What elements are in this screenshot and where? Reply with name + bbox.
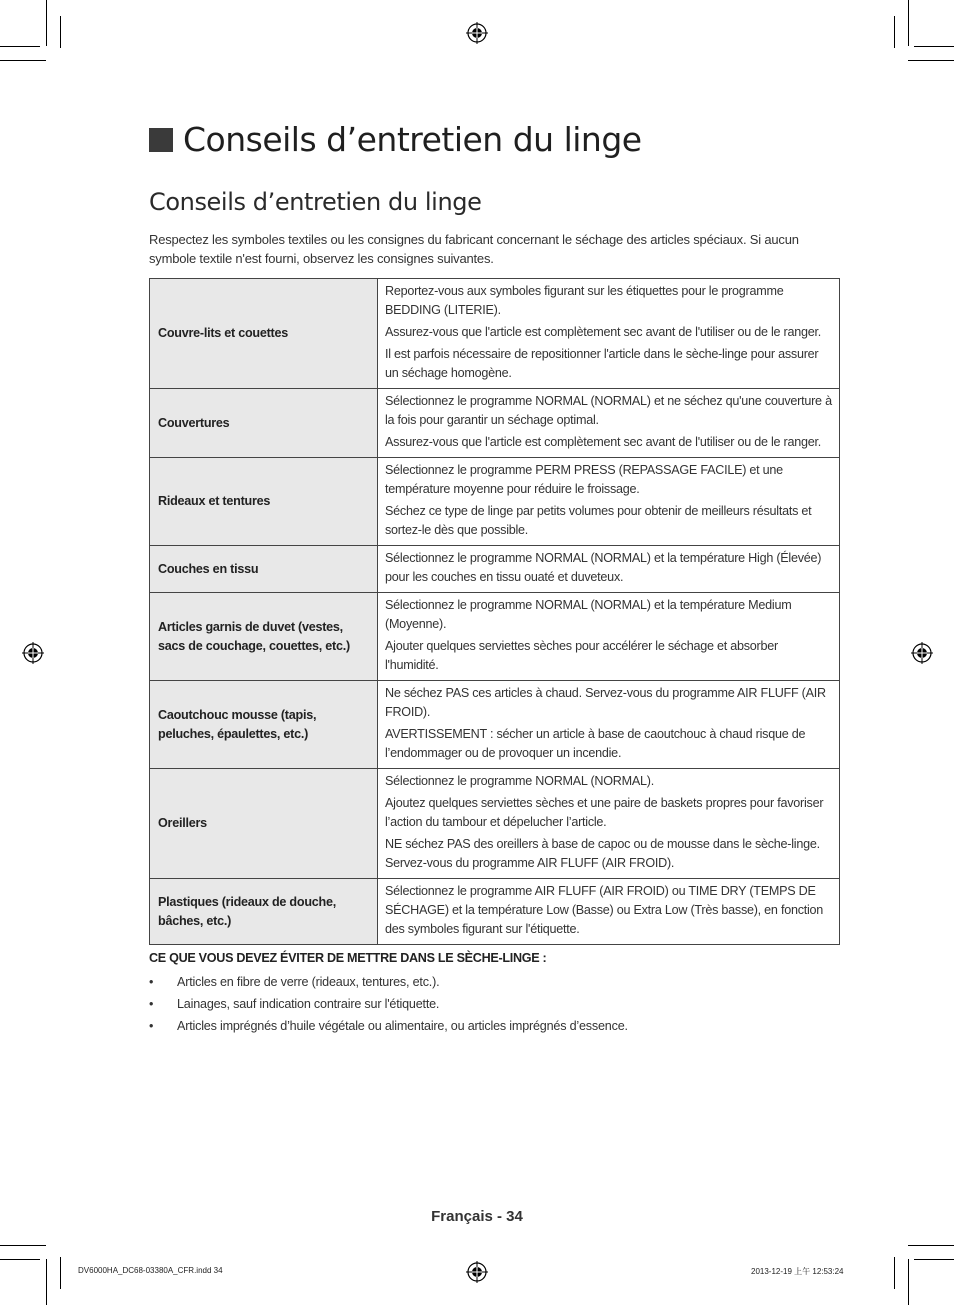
- instructions-cell: [378, 879, 840, 945]
- table-row: [150, 279, 840, 389]
- list-item-text: Articles en fibre de verre (rideaux, tentures, etc.).: [177, 975, 440, 989]
- crop-mark: [908, 60, 954, 61]
- instruction-line: Sélectionnez le programme AIR FLUFF (AIR FROID) ou TIME DRY (TEMPS DE SÉCHAGE) et la température Low (Basse) ou Extra Low (Très basse), en fonction des symboles figurant sur l'étiquette.: [385, 884, 824, 936]
- main-title: [149, 120, 642, 159]
- date-slug: 2013-12-19 上午 12:53:24: [751, 1267, 844, 1276]
- item-cell: Rideaux et tentures: [150, 458, 378, 546]
- list-item: [149, 1017, 628, 1039]
- registration-mark-icon: [466, 22, 488, 44]
- crop-mark: [60, 16, 61, 48]
- avoid-title: CE QUE VOUS DEVEZ ÉVITER DE METTRE DANS LE SÈCHE-LINGE :: [149, 951, 547, 965]
- intro-paragraph: Respectez les symboles textiles ou les consignes du fabricant concernant le séchage des articles spéciaux. Si aucun symbole textile n'est fourni, observez les consignes suivantes.: [149, 232, 799, 266]
- care-table: [149, 278, 840, 945]
- instruction-line: AVERTISSEMENT : sécher un article à base de caoutchouc à chaud risque de l’endommager ou de provoquer un incendie.: [385, 727, 806, 760]
- file-slug: DV6000HA_DC68-03380A_CFR.indd 34: [78, 1266, 223, 1275]
- table-row: [150, 769, 840, 879]
- table-row: [150, 389, 840, 458]
- crop-mark: [894, 16, 895, 48]
- crop-mark: [914, 1259, 954, 1260]
- table-row: [150, 879, 840, 945]
- instruction-line: Assurez-vous que l'article est complètement sec avant de l'utiliser ou de le ranger.: [385, 435, 822, 449]
- section-title: Conseils d’entretien du linge: [149, 188, 482, 216]
- instruction-line: Assurez-vous que l'article est complètement sec avant de l'utiliser ou de le ranger.: [385, 325, 822, 339]
- crop-mark: [908, 1259, 909, 1305]
- instruction-line: Sélectionnez le programme NORMAL (NORMAL) et la température Medium (Moyenne).: [385, 598, 792, 631]
- crop-mark: [46, 1259, 47, 1305]
- crop-mark: [914, 46, 954, 47]
- list-item: [149, 973, 628, 995]
- bullet-icon: •: [149, 975, 154, 989]
- crop-mark: [0, 1245, 46, 1246]
- item-cell: Articles garnis de duvet (vestes, sacs de couchage, couettes, etc.): [150, 593, 378, 681]
- instruction-line: Reportez-vous aux symboles figurant sur les étiquettes pour le programme BEDDING (LITERIE).: [385, 284, 784, 317]
- instruction-line: Séchez ce type de linge par petits volumes pour obtenir de meilleurs résultats et sortez-le dès que possible.: [385, 504, 812, 537]
- item-cell: Couvertures: [150, 389, 378, 458]
- item-cell: Caoutchouc mousse (tapis, peluches, épaulettes, etc.): [150, 681, 378, 769]
- crop-mark: [908, 1245, 954, 1246]
- instructions-cell: [378, 593, 840, 681]
- registration-mark-icon: [22, 642, 44, 664]
- instructions-cell: [378, 458, 840, 546]
- page-number: Français - 34: [431, 1208, 523, 1225]
- instruction-line: Ne séchez PAS ces articles à chaud. Servez-vous du programme AIR FLUFF (AIR FROID).: [385, 686, 826, 719]
- instructions-cell: [378, 389, 840, 458]
- item-cell: Plastiques (rideaux de douche, bâches, etc.): [150, 879, 378, 945]
- table-row: [150, 458, 840, 546]
- instruction-line: Sélectionnez le programme NORMAL (NORMAL).: [385, 774, 654, 788]
- care-table-body: [150, 279, 840, 945]
- instructions-cell: [378, 546, 840, 593]
- item-cell: Oreillers: [150, 769, 378, 879]
- registration-mark-icon: [466, 1261, 488, 1283]
- instruction-line: NE séchez PAS des oreillers à base de capoc ou de mousse dans le sèche-linge. Servez-vous du programme AIR FLUFF (AIR FROID).: [385, 837, 820, 870]
- instruction-line: Il est parfois nécessaire de repositionner l'article dans le sèche-linge pour assurer un séchage homogène.: [385, 347, 819, 380]
- crop-mark: [46, 0, 47, 46]
- list-item-text: Lainages, sauf indication contraire sur l'étiquette.: [177, 997, 440, 1011]
- list-item: [149, 995, 628, 1017]
- crop-mark: [0, 1259, 40, 1260]
- table-row: [150, 546, 840, 593]
- crop-mark: [0, 60, 46, 61]
- instructions-cell: [378, 681, 840, 769]
- crop-mark: [0, 46, 40, 47]
- list-item-text: Articles imprégnés d’huile végétale ou alimentaire, ou articles imprégnés d’essence.: [177, 1019, 628, 1033]
- main-title-text: Conseils d’entretien du linge: [183, 120, 642, 159]
- title-square-icon: [149, 128, 173, 152]
- registration-mark-icon: [911, 642, 933, 664]
- table-row: [150, 681, 840, 769]
- item-cell: Couches en tissu: [150, 546, 378, 593]
- instruction-line: Ajouter quelques serviettes sèches pour accélérer le séchage et absorber l'humidité.: [385, 639, 778, 672]
- item-cell: Couvre-lits et couettes: [150, 279, 378, 389]
- crop-mark: [894, 1257, 895, 1289]
- instructions-cell: [378, 769, 840, 879]
- bullet-icon: •: [149, 1019, 154, 1033]
- instructions-cell: [378, 279, 840, 389]
- crop-mark: [908, 0, 909, 46]
- instruction-line: Sélectionnez le programme PERM PRESS (REPASSAGE FACILE) et une température moyenne pour réduire le froissage.: [385, 463, 783, 496]
- instruction-line: Ajoutez quelques serviettes sèches et une paire de baskets propres pour favoriser l’action du tambour et dépelucher l’article.: [385, 796, 824, 829]
- avoid-list: [149, 973, 628, 1039]
- bullet-icon: •: [149, 997, 154, 1011]
- instruction-line: Sélectionnez le programme NORMAL (NORMAL) et la température High (Élevée) pour les couches en tissu ouaté et duveteux.: [385, 551, 822, 584]
- crop-mark: [60, 1257, 61, 1289]
- table-row: [150, 593, 840, 681]
- instruction-line: Sélectionnez le programme NORMAL (NORMAL) et ne séchez qu'une couverture à la fois pour garantir un séchage optimal.: [385, 394, 832, 427]
